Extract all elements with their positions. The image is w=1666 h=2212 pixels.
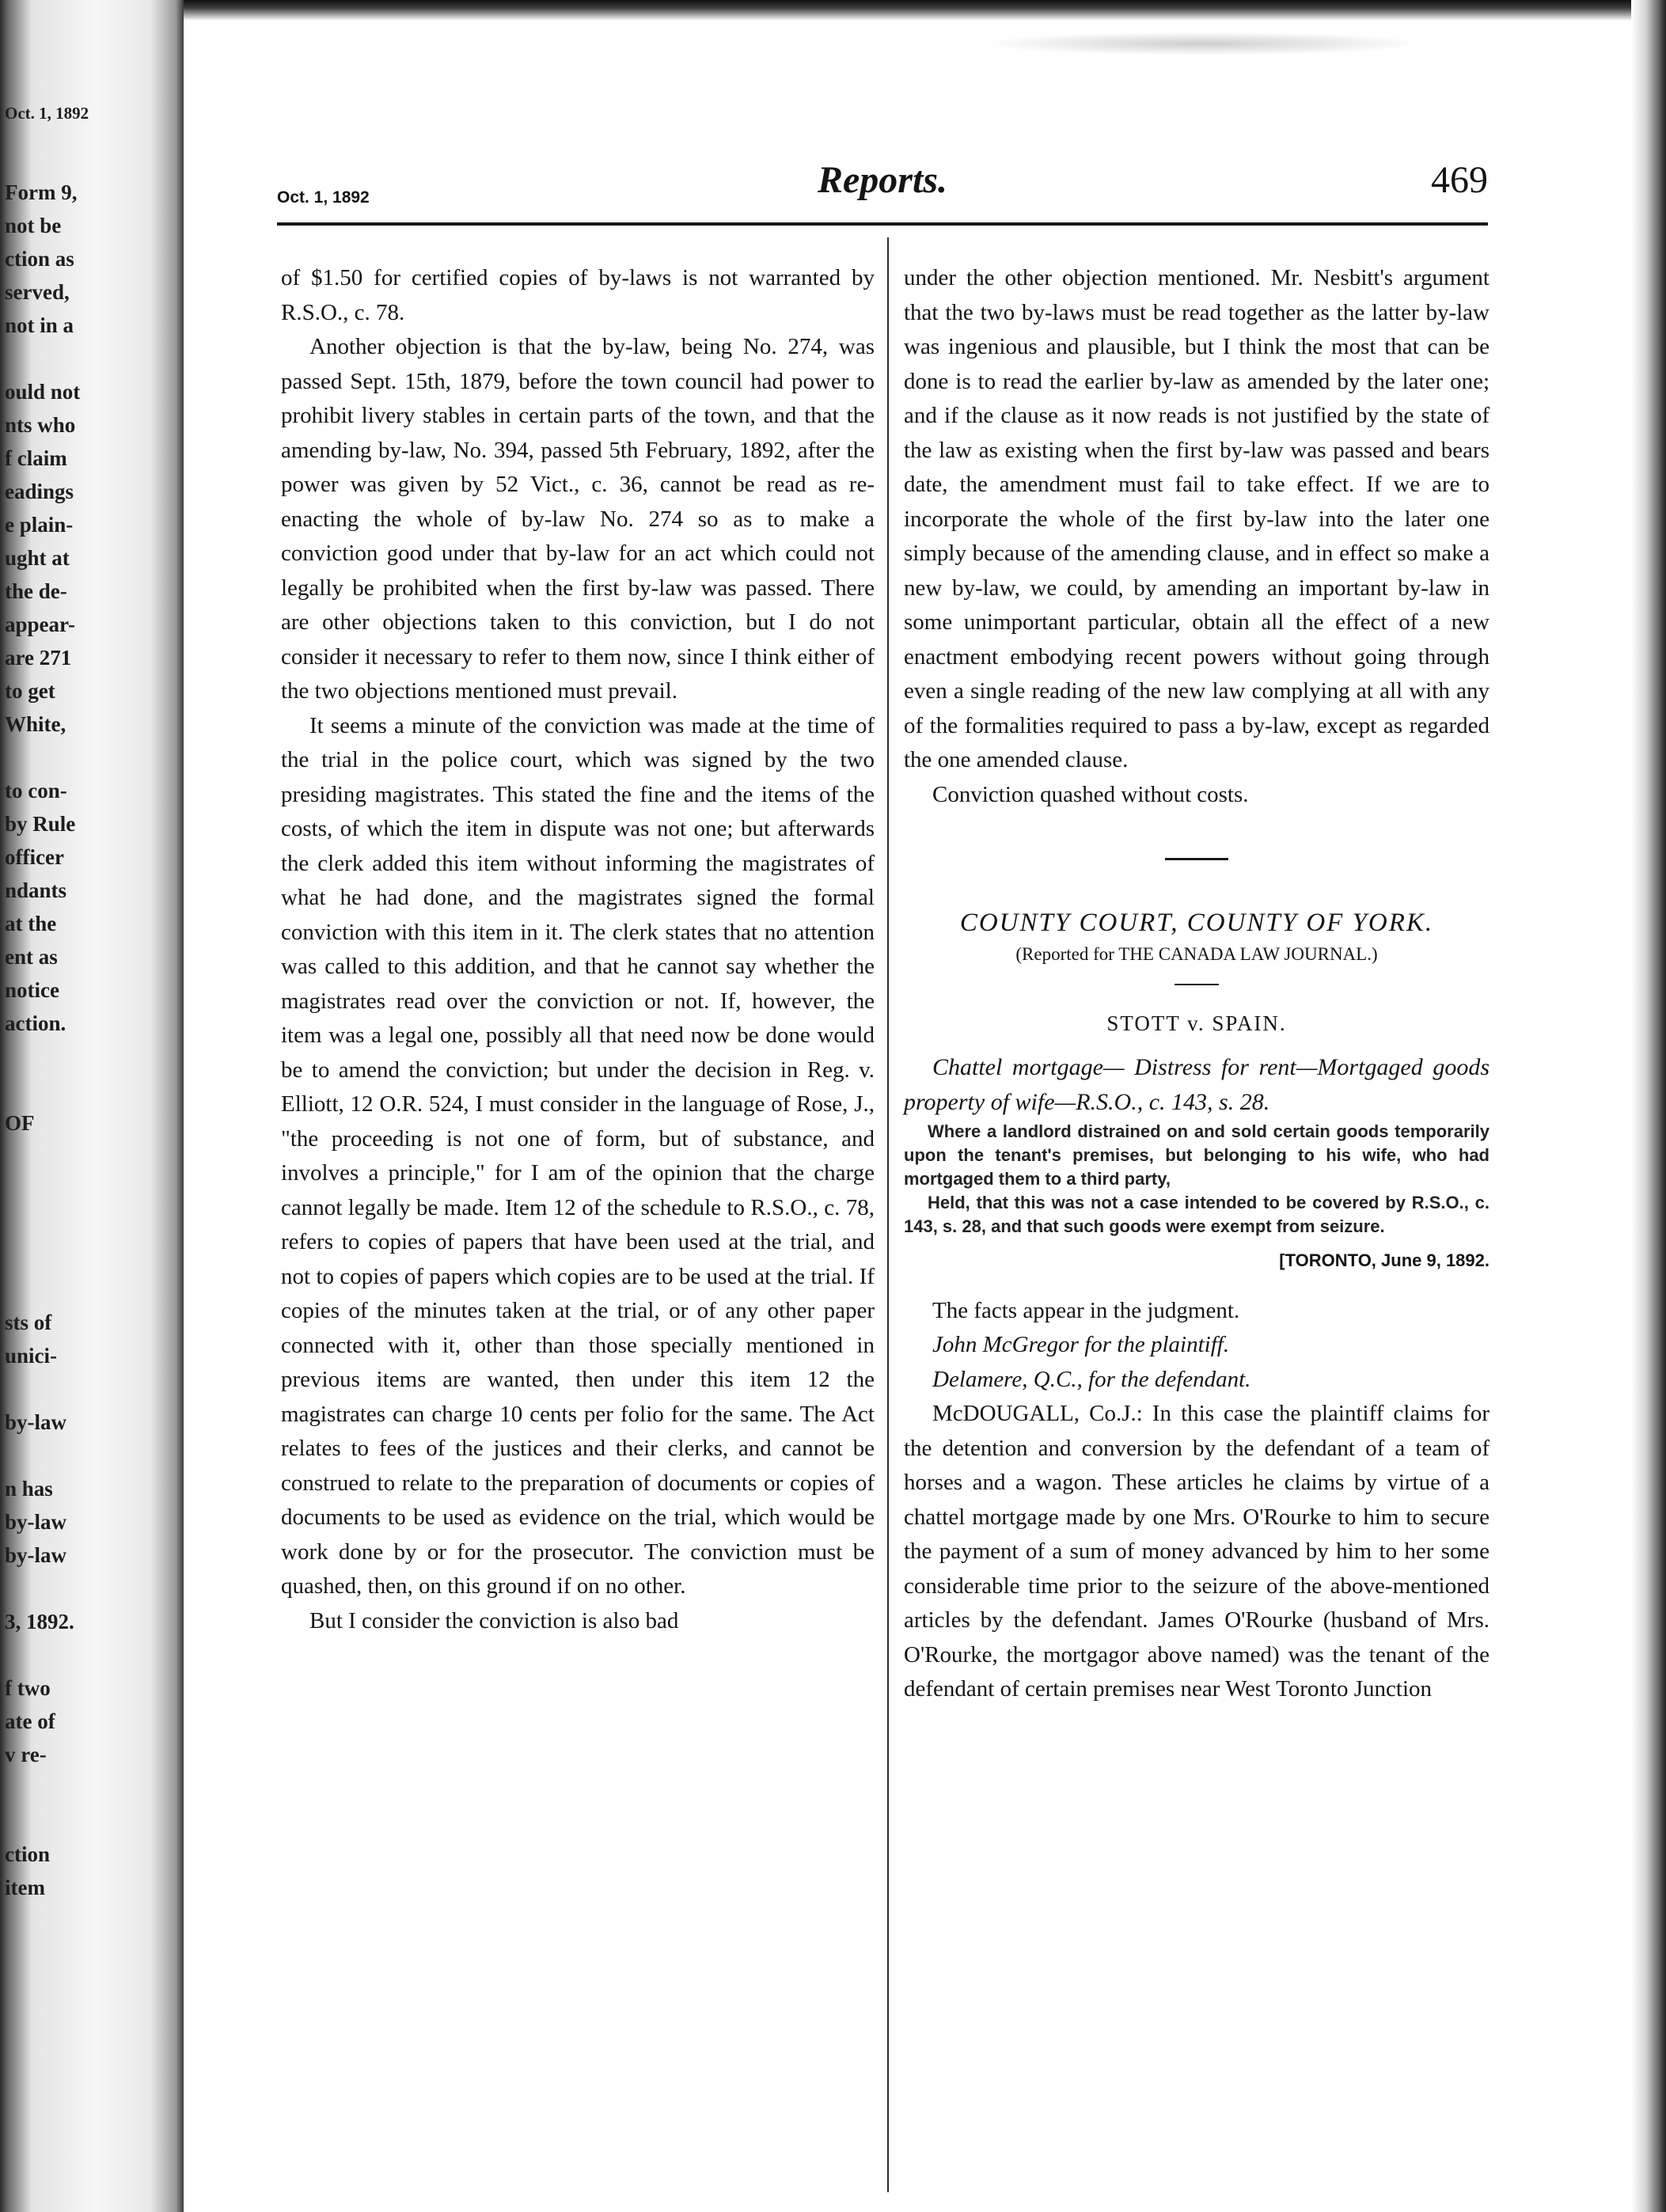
column-divider bbox=[887, 237, 889, 2192]
previous-page-line: officer bbox=[5, 845, 64, 869]
previous-page-line: not be bbox=[5, 214, 62, 237]
short-rule bbox=[1175, 984, 1219, 985]
previous-page-line: by-law bbox=[5, 1543, 67, 1567]
reported-for-line: (Reported for THE CANADA LAW JOURNAL.) bbox=[1015, 944, 1378, 964]
previous-page-line: nts who bbox=[5, 413, 76, 437]
paragraph: Another objection is that the by-law, being No. 274, was passed Sept. 15th, 1879, before the town council had power to prohibit livery stables in certain parts of the town, and that the amending by-law, No. 394, passed 5th February, 1892, after the power was given by 52 Vict., c. 36, cannot be read as re-enacting the whole of by-law No. 274 so as to make a conviction good under that by-law for an act which could not legally be prohibited when the first by-law was passed. There are other objections taken to this conviction, but I do not consider it necessary to refer to them now, since I think either of the two objections mentioned must prevail. bbox=[281, 334, 875, 704]
scan-smudge bbox=[981, 32, 1425, 55]
previous-page-line bbox=[5, 1140, 100, 1173]
section-rule bbox=[1165, 858, 1228, 860]
header-rule bbox=[277, 222, 1488, 226]
previous-page-line: at the bbox=[5, 912, 57, 935]
judge-name: McDOUGALL, Co.J.: bbox=[932, 1401, 1143, 1426]
previous-page-line bbox=[5, 1040, 100, 1073]
previous-page-line: ould not bbox=[5, 380, 81, 404]
previous-page-line: sts of bbox=[5, 1311, 52, 1334]
headnote-category: Chattel mortgage— Distress for rent—Mortgaged goods property of wife—R.S.O., c. 143, s. 28. bbox=[904, 1054, 1490, 1115]
previous-page-line: ndants bbox=[5, 878, 67, 902]
previous-page-line: by Rule bbox=[5, 812, 76, 836]
previous-page-line: to get bbox=[5, 679, 55, 703]
previous-page-line: f claim bbox=[5, 446, 67, 470]
previous-page-line bbox=[5, 1073, 100, 1106]
previous-page-line: ate of bbox=[5, 1709, 55, 1733]
previous-page-line bbox=[5, 1273, 100, 1306]
previous-page-line bbox=[5, 342, 100, 375]
previous-page-line: 3, 1892. bbox=[5, 1610, 74, 1633]
scan-top-edge bbox=[184, 0, 1666, 21]
previous-page-line: ction as bbox=[5, 247, 74, 271]
previous-page-line: White, bbox=[5, 712, 66, 736]
previous-page-line bbox=[5, 1638, 100, 1671]
paragraph: under the other objection mentioned. Mr. Nesbitt's argument that the two by-laws must be read together as the latter by-law was ingenious and plausible, but I think the most that can be done is to read the earlier by-law as amended by the later one; and if the clause as it now reads is not justified by the state of the law as existing when the first by-law was passed and bears date, the amendment must fail to take effect. If we are to incorporate the whole of the first by-law into the later one simply because of the amending clause, and in effect so make a new by-law, we could, by amending an important by-law in some unimportant particular, obtain all the effect of a new enactment embodying recent powers without going through even a single reading of the new law complying at all with any of the formalities required to pass a by-law, except as regarded the one amended clause. bbox=[904, 265, 1490, 772]
previous-page-line: unici- bbox=[5, 1344, 58, 1368]
previous-page-line: Form 9, bbox=[5, 180, 78, 204]
previous-page-line bbox=[5, 1572, 100, 1605]
previous-page-line: to con- bbox=[5, 779, 67, 802]
previous-page-line: served, bbox=[5, 280, 70, 304]
previous-page-line: v re- bbox=[5, 1743, 47, 1766]
previous-page-line: not in a bbox=[5, 313, 74, 337]
previous-page-header: Oct. 1, 1892 bbox=[5, 104, 89, 123]
previous-page-line: by-law bbox=[5, 1510, 67, 1534]
facts-line: The facts appear in the judgment. bbox=[932, 1297, 1240, 1323]
previous-page-line bbox=[5, 1771, 100, 1804]
previous-page-line bbox=[5, 1804, 100, 1838]
previous-page-line bbox=[5, 1206, 100, 1239]
previous-page-line bbox=[5, 1439, 100, 1472]
previous-page-line: OF bbox=[5, 1111, 35, 1135]
header-title: Reports. bbox=[817, 159, 947, 201]
running-header bbox=[277, 158, 1488, 222]
previous-page-line: ught at bbox=[5, 546, 70, 570]
previous-page-line: appear- bbox=[5, 613, 75, 636]
syllabus bbox=[904, 1120, 1490, 1239]
previous-page-line: n has bbox=[5, 1477, 53, 1501]
defendant-counsel: Delamere, Q.C., for the defendant. bbox=[932, 1366, 1251, 1392]
previous-page-line: eadings bbox=[5, 480, 74, 503]
page-number: 469 bbox=[1431, 159, 1488, 201]
previous-page-line bbox=[5, 1372, 100, 1406]
previous-page-fragment bbox=[5, 104, 100, 1904]
previous-page-line bbox=[5, 1173, 100, 1206]
disposition: Conviction quashed without costs. bbox=[932, 781, 1249, 807]
judgment-text: In this case the plaintiff claims for the detention and conversion by the defendant of a team of horses and a wagon. These articles he claims by virtue of a chattel mortgage made by one Mrs. O'Rourke to him to secure the payment of a sum of money advanced by him to her some considerable time prior to the seizure of the above-mentioned articles by the defendant. James O'Rourke (husband of Mrs. O'Rourke, the mortgagor above named) was the tenant of the defendant of certain premises near West Toronto Junction bbox=[904, 1401, 1490, 1702]
left-column bbox=[281, 261, 875, 1638]
plaintiff-counsel: John McGregor for the plaintiff. bbox=[932, 1332, 1230, 1357]
previous-page-line: e plain- bbox=[5, 513, 74, 537]
judgment-paragraph bbox=[904, 1397, 1490, 1707]
previous-page-line: action. bbox=[5, 1011, 66, 1035]
paragraph: of $1.50 for certified copies of by-laws is not warranted by R.S.O., c. 78. bbox=[281, 265, 875, 325]
previous-page-line: f two bbox=[5, 1676, 51, 1700]
previous-page-line: are 271 bbox=[5, 646, 72, 670]
place-date: [TORONTO, June 9, 1892. bbox=[1279, 1250, 1490, 1270]
previous-page-line: item bbox=[5, 1876, 45, 1899]
previous-page-line: by-law bbox=[5, 1410, 67, 1434]
previous-page-line: ction bbox=[5, 1842, 50, 1866]
paragraph: It seems a minute of the conviction was made at the time of the trial in the police court, which was signed by the two presiding magistrates. This stated the fine and the items of the costs, of which the item in dispute was not one; but afterwards the clerk added this item without informing the magistrates of what he had done, and the magistrates signed the formal conviction with this item in it. The clerk states that no attention was called to this addition, and that he cannot say whether the magistrates read over the conviction or not. If, however, the item was a legal one, possibly all that need now be done would be to amend the conviction; but under the decision in Reg. v. Elliott, 12 O.R. 524, I must consider in the language of Rose, J., "the proceeding is not one of form, but of substance, and involves a principle," for I am of the opinion that the charge cannot legally be made. Item 12 of the schedule to R.S.O., c. 78, refers to copies of papers that have been used at the trial, and not to copies of papers which copies are to be used at the trial. If copies of the minutes taken at the trial, or of any other paper connected with it, other than those specially mentioned in previous items are wanted, then under this item 12 the magistrates can charge 10 cents per folio for the same. The Act relates to fees of the justices and their clerks, and cannot be construed to relate to the preparation of documents or copies of documents to be used as evidence on the trial, which would be work done by or for the prosecutor. The conviction must be quashed, then, on this ground if on no other. bbox=[281, 712, 875, 1599]
syllabus-paragraph: Where a landlord distrained on and sold certain goods temporarily upon the tenant's premises, but belonging to his wife, who had mortgaged them to a third party, bbox=[904, 1121, 1490, 1189]
paragraph: But I consider the conviction is also bad bbox=[309, 1607, 679, 1633]
previous-page-line: the de- bbox=[5, 579, 67, 603]
right-column bbox=[904, 261, 1490, 1707]
previous-page-line bbox=[5, 1239, 100, 1273]
previous-page-line bbox=[5, 741, 100, 774]
scan-right-edge bbox=[1631, 0, 1666, 2212]
previous-page-line: notice bbox=[5, 978, 59, 1002]
syllabus-paragraph: Held, that this was not a case intended to be covered by R.S.O., c. 143, s. 28, and that such goods were exempt from seizure. bbox=[904, 1193, 1490, 1236]
court-heading: COUNTY COURT, COUNTY OF YORK. bbox=[959, 909, 1434, 937]
previous-page-line: ent as bbox=[5, 945, 58, 969]
case-name: STOTT v. SPAIN. bbox=[1106, 1011, 1287, 1035]
header-date: Oct. 1, 1892 bbox=[277, 188, 370, 207]
